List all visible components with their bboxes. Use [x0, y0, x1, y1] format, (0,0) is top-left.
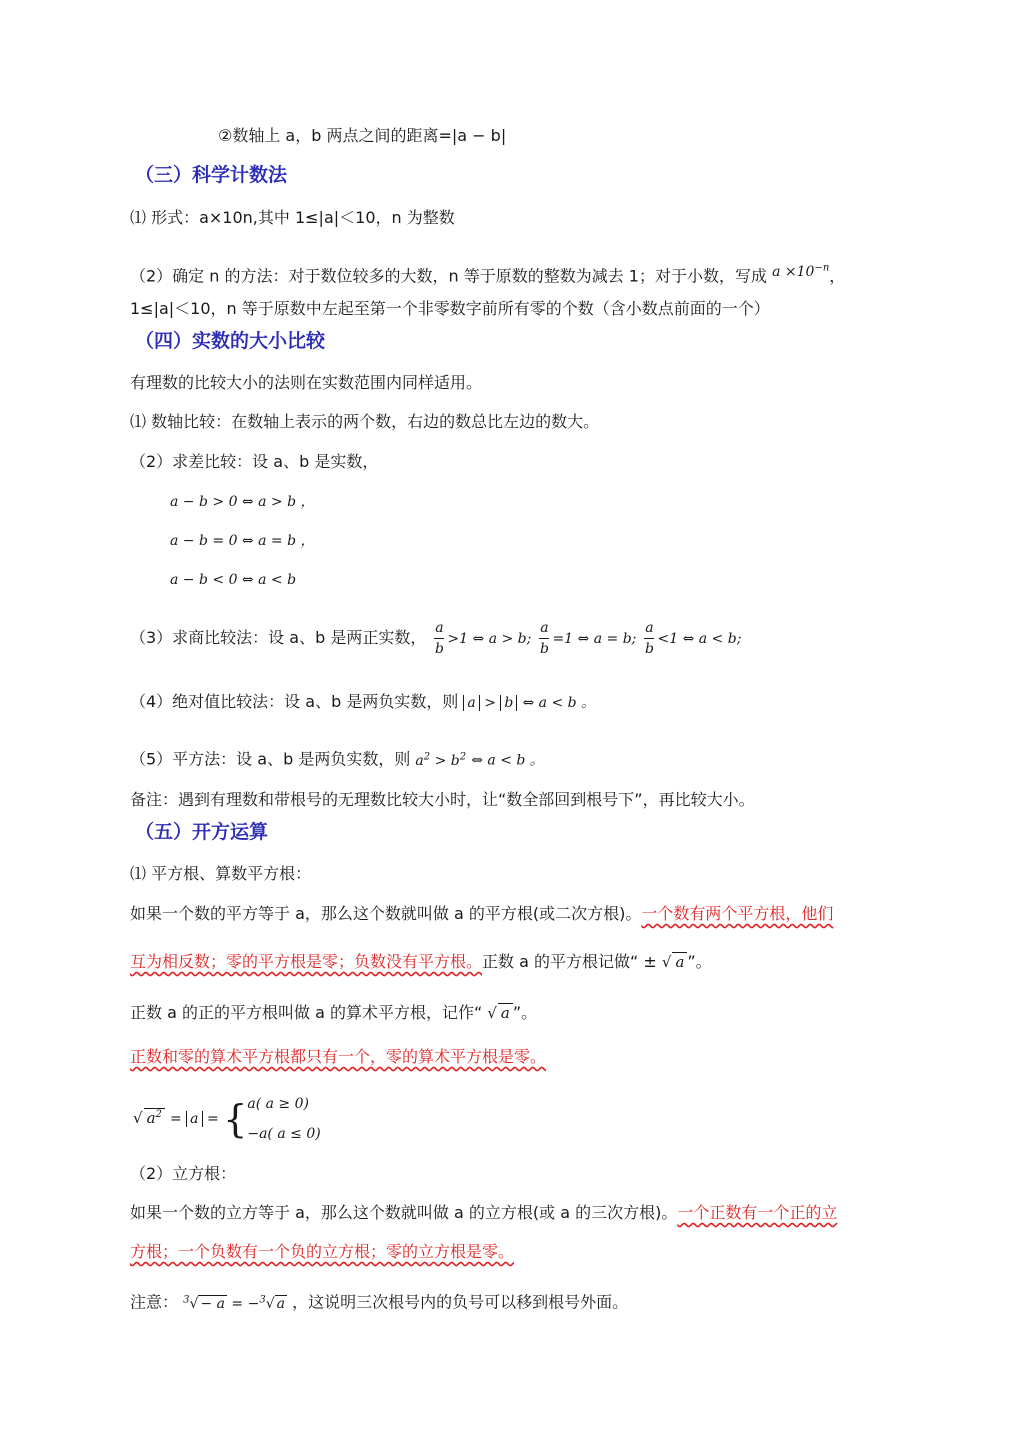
fraction: $\frac{a}{b}$: [434, 620, 444, 657]
formula: a − b > 0 ⇔ a > b ，: [170, 494, 315, 510]
paragraph: [130, 1240, 514, 1264]
paragraph: [130, 690, 595, 715]
paragraph: 有理数的比较大小的法则在实数范围内同样适用。: [130, 373, 483, 392]
highlight-text: 方根；一个负数有一个负的立方根；零的立方根是零。: [130, 1242, 515, 1261]
paragraph: ⑴ 数轴比较：在数轴上表示的两个数，右边的数总比左边的数大。: [130, 412, 600, 431]
paragraph: ⑴ 平方根、算数平方根：: [130, 864, 312, 883]
cube-root-formula: $^3$√ − a = −$^3$√ a: [183, 1294, 285, 1312]
paragraph: [130, 1001, 537, 1025]
paragraph: （2）求差比较：设 a、b 是实数，: [130, 452, 379, 471]
formula: ⇔ a < b 。: [471, 752, 544, 769]
section-heading-real-number-comparison: （四）实数的大小比较: [135, 330, 326, 352]
formula: <1 ⇔ a < b;: [657, 631, 742, 647]
highlight-text: 正数和零的算术平方根都只有一个，零的算术平方根是零。: [130, 1047, 547, 1066]
paragraph: [130, 950, 712, 974]
sqrt-a: √ a: [662, 950, 688, 974]
paragraph: [130, 1288, 628, 1316]
text: ”。: [687, 952, 712, 971]
text: ，: [829, 266, 846, 286]
sqrt-a: √ a: [487, 1001, 513, 1025]
formula: a − b < 0 ⇔ a < b: [170, 572, 297, 588]
distance-line: ②数轴上 a，b 两点之间的距离=|a − b|: [218, 126, 507, 145]
note: 备注：遇到有理数和带根号的无理数比较大小时，让“数全部回到根号下”，再比较大小。: [130, 790, 755, 809]
formula: a > b: [463, 695, 517, 711]
text: ”。: [512, 1003, 538, 1022]
formula: $a \times 10^{-n}$: [772, 262, 830, 280]
paragraph: [130, 1201, 837, 1225]
formula: >1 ⇔ a > b;: [447, 631, 532, 647]
paragraph: ⑴ 形式：a×10n,其中 1≤|a|＜10，n 为整数: [130, 208, 455, 227]
formula: =1 ⇔ a = b;: [552, 631, 637, 647]
fraction: $\frac{a}{b}$: [645, 620, 654, 657]
fraction: $\frac{a}{b}$: [539, 620, 549, 657]
highlight-text: 一个正数有一个正的立: [677, 1203, 838, 1222]
text: 正数 a 的平方根记做“ ±: [482, 952, 657, 971]
text: （5）平方法：设 a、b 是两负实数，则: [130, 749, 411, 769]
paragraph: [130, 745, 544, 773]
text: ，这说明三次根号内的负号可以移到根号外面。: [292, 1292, 629, 1312]
text: 如果一个数的平方等于 a，那么这个数就叫做 a 的平方根(或二次方根)。: [130, 904, 642, 923]
formula: $a^2 > b^2$: [415, 751, 467, 769]
text: 注意：: [130, 1292, 179, 1312]
paragraph: （2）立方根：: [130, 1164, 237, 1183]
text: （4）绝对值比较法：设 a、b 是两负实数，则: [130, 692, 459, 711]
paragraph: [130, 1045, 546, 1069]
sqrt-a-squared: √ $a^2$: [133, 1085, 165, 1148]
text: （2）确定 n 的方法：对于数位较多的大数，n 等于原数的整数为减去 1；对于小数，写成: [130, 266, 767, 286]
left-brace: {: [223, 1096, 248, 1141]
paragraph: [130, 902, 833, 926]
highlight-text: 一个数有两个平方根，他们: [641, 904, 834, 923]
text: 正数 a 的正的平方根叫做 a 的算术平方根，记作“: [130, 1003, 483, 1022]
cases: a( a ≥ 0) −a( a ≤ 0): [247, 1095, 321, 1142]
sqrt-a-squared-formula: √ $a^2 = a$ = { a( a ≥ 0) −a( a ≤ 0): [133, 1085, 321, 1145]
text: （3）求商比较法：设 a、b 是两正实数，: [130, 628, 427, 647]
text: 如果一个数的立方等于 a，那么这个数就叫做 a 的立方根(或 a 的三次方根)。: [130, 1203, 678, 1222]
formula: ⇔ a < b 。: [522, 695, 596, 711]
paragraph: [130, 256, 845, 289]
section-heading-root-operations: （五）开方运算: [135, 821, 269, 843]
formula: a − b = 0 ⇔ a = b ，: [170, 533, 315, 549]
section-heading-scientific-notation: （三）科学计数法: [135, 164, 288, 186]
paragraph: 1≤|a|＜10，n 等于原数中左起至第一个非零数字前所有零的个数（含小数点前面的一个）: [130, 299, 770, 318]
paragraph: [130, 616, 741, 661]
highlight-text: 互为相反数；零的平方根是零；负数没有平方根。: [130, 952, 483, 971]
